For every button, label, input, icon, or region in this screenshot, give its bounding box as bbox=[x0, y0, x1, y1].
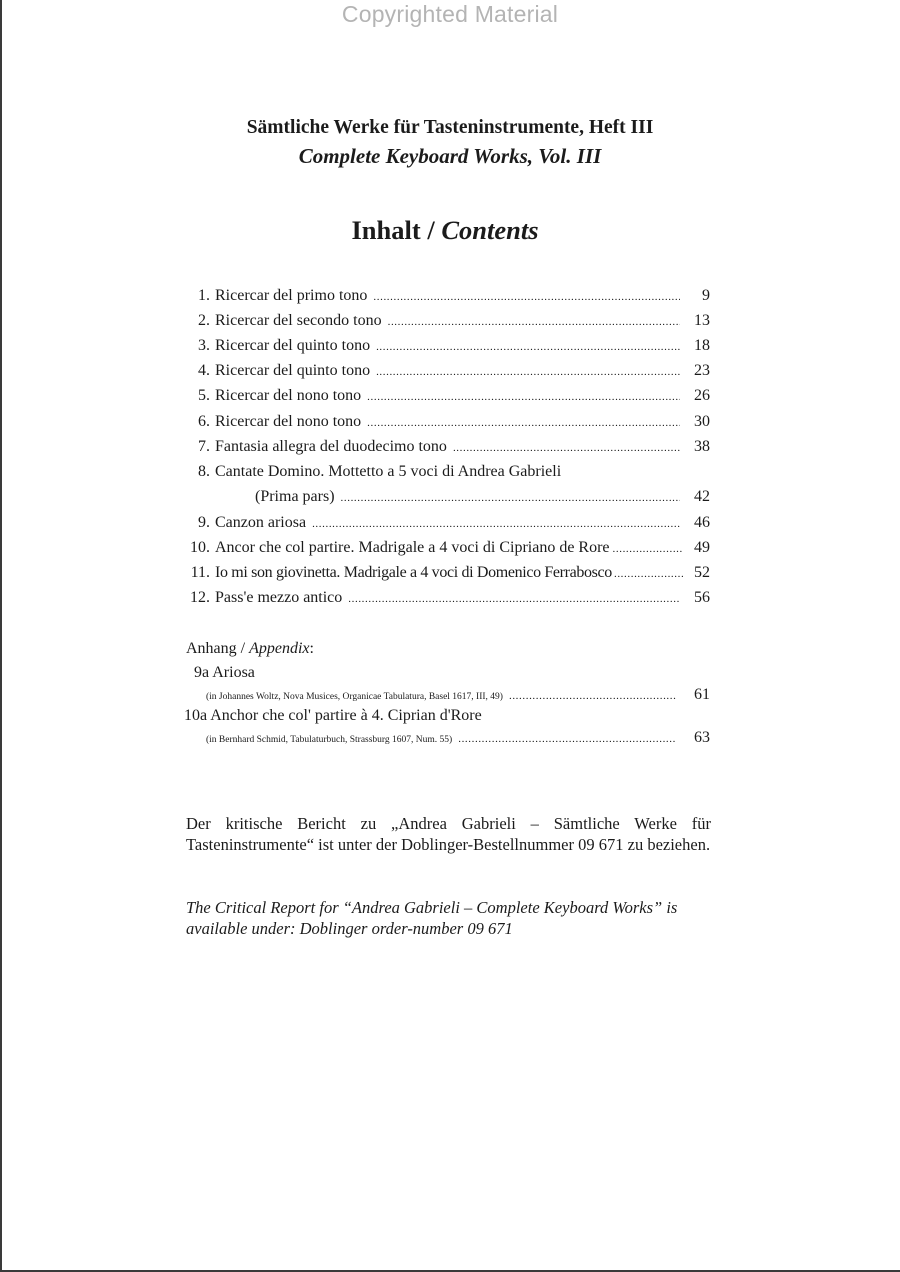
toc-title: Canzon ariosa bbox=[215, 514, 307, 531]
toc-dot-leader bbox=[453, 436, 680, 459]
appendix-heading-separator: / bbox=[236, 640, 250, 657]
toc-entry-6[interactable] bbox=[186, 411, 710, 433]
appendix-title: Ariosa bbox=[212, 664, 255, 681]
toc-page-number: 52 bbox=[694, 564, 710, 581]
toc-dot-leader bbox=[348, 587, 680, 610]
contents-heading bbox=[0, 215, 890, 246]
toc-title: Io mi son giovinetta. Madrigale a 4 voci di Domenico Ferrabosco bbox=[215, 564, 612, 581]
appendix-page-number: 63 bbox=[694, 729, 710, 746]
critical-report-note-english: The Critical Report for “Andrea Gabrieli – Complete Keyboard Works” is available under: Doblinger order-number 09 671 bbox=[186, 898, 678, 938]
toc-entry-9[interactable] bbox=[186, 512, 710, 534]
toc-number: 4. bbox=[198, 362, 210, 379]
toc-entry-3[interactable] bbox=[186, 335, 710, 357]
toc-number: 9. bbox=[198, 514, 210, 531]
toc-dot-leader bbox=[376, 335, 680, 358]
toc-dot-leader bbox=[376, 360, 680, 383]
toc-entry-7[interactable] bbox=[186, 436, 710, 458]
toc-number: 1. bbox=[198, 287, 210, 304]
toc-title: Ancor che col partire. Madrigale a 4 voci di Cipriano de Rore bbox=[215, 539, 610, 556]
toc-dot-leader bbox=[367, 411, 680, 434]
appendix-title: Anchor che col' partire à 4. Ciprian d'Rore bbox=[210, 707, 482, 724]
page-left-edge bbox=[0, 0, 2, 1272]
copyright-watermark: Copyrighted Material bbox=[341, 1, 559, 27]
appendix-heading-english: Appendix bbox=[249, 640, 310, 657]
toc-entry-8[interactable] bbox=[186, 461, 710, 483]
toc-number: 5. bbox=[198, 387, 210, 404]
toc-title: Ricercar del secondo tono bbox=[215, 312, 382, 329]
toc-entry-12[interactable] bbox=[186, 587, 710, 609]
toc-page-number: 26 bbox=[694, 387, 710, 404]
appendix-entry-title-line bbox=[184, 707, 482, 725]
toc-title: Fantasia allegra del duodecimo tono bbox=[215, 438, 447, 455]
toc-entry-10[interactable] bbox=[186, 537, 710, 559]
toc-entry-8-continuation[interactable] bbox=[186, 486, 710, 508]
toc-page-number: 56 bbox=[694, 589, 710, 606]
toc-title: Cantate Domino. Mottetto a 5 voci di Andrea Gabrieli bbox=[215, 463, 562, 480]
appendix-heading-german: Anhang bbox=[186, 640, 237, 657]
critical-report-note-german: Der kritische Bericht zu „Andrea Gabrieli – Sämtliche Werke für Tasteninstrumente“ ist unter der Doblinger-Bestellnummer 09 671 zu beziehen. bbox=[186, 814, 711, 854]
toc-dot-leader bbox=[367, 385, 680, 408]
toc-title: Ricercar del quinto tono bbox=[215, 362, 371, 379]
toc-dot-leader bbox=[388, 310, 680, 333]
toc-number: 6. bbox=[198, 413, 210, 430]
appendix-number: 9a bbox=[194, 664, 210, 681]
toc-page-number: 42 bbox=[694, 488, 710, 505]
toc-title: Ricercar del quinto tono bbox=[215, 337, 371, 354]
appendix-entry-title-line bbox=[194, 664, 255, 682]
toc-title: Pass'e mezzo antico bbox=[215, 589, 343, 606]
toc-number: 12. bbox=[190, 589, 210, 606]
contents-heading-english: Contents bbox=[441, 215, 539, 245]
toc-dot-leader bbox=[614, 562, 684, 585]
contents-heading-separator: / bbox=[420, 215, 442, 245]
toc-number: 7. bbox=[198, 438, 210, 455]
toc-entry-5[interactable] bbox=[186, 385, 710, 407]
toc-dot-leader bbox=[613, 537, 683, 560]
toc-title: Ricercar del nono tono bbox=[215, 413, 362, 430]
toc-page-number: 49 bbox=[694, 539, 710, 556]
appendix-heading bbox=[186, 640, 314, 658]
appendix-number: 10a bbox=[184, 707, 208, 724]
toc-page-number: 23 bbox=[694, 362, 710, 379]
appendix-page-number: 61 bbox=[694, 686, 710, 703]
volume-title-english: Complete Keyboard Works, Vol. III bbox=[298, 144, 602, 168]
toc-page-number: 38 bbox=[694, 438, 710, 455]
appendix-dot-leader bbox=[509, 690, 676, 702]
toc-title: Ricercar del nono tono bbox=[215, 387, 362, 404]
appendix-heading-colon: : bbox=[309, 640, 314, 657]
contents-heading-german: Inhalt bbox=[351, 215, 421, 245]
toc-page-number: 30 bbox=[694, 413, 710, 430]
toc-page-number: 13 bbox=[694, 312, 710, 329]
appendix-source: (in Johannes Woltz, Nova Musices, Organicae Tabulatura, Basel 1617, III, 49) bbox=[206, 692, 503, 702]
toc-number: 11. bbox=[190, 564, 210, 581]
toc-dot-leader bbox=[341, 486, 680, 509]
toc-dot-leader bbox=[312, 512, 680, 535]
toc-entry-1[interactable] bbox=[186, 285, 710, 307]
appendix-dot-leader bbox=[458, 733, 676, 745]
toc-number: 3. bbox=[198, 337, 210, 354]
toc-entry-11[interactable] bbox=[186, 562, 710, 584]
appendix-source-line bbox=[206, 686, 710, 704]
toc-page-number: 9 bbox=[702, 287, 710, 304]
toc-page-number: 18 bbox=[694, 337, 710, 354]
toc-title: Ricercar del primo tono bbox=[215, 287, 368, 304]
toc-page-number: 46 bbox=[694, 514, 710, 531]
appendix-source: (in Bernhard Schmid, Tabulaturbuch, Strassburg 1607, Num. 55) bbox=[206, 735, 453, 745]
toc-number: 2. bbox=[198, 312, 210, 329]
toc-title-continuation: (Prima pars) bbox=[255, 488, 335, 505]
appendix-source-line bbox=[206, 729, 710, 747]
toc-number: 8. bbox=[198, 463, 210, 480]
toc-entry-4[interactable] bbox=[186, 360, 710, 382]
volume-title-german: Sämtliche Werke für Tasteninstrumente, Heft III bbox=[246, 117, 654, 138]
toc-number: 10. bbox=[190, 539, 210, 556]
toc-dot-leader bbox=[373, 285, 680, 308]
toc-entry-2[interactable] bbox=[186, 310, 710, 332]
